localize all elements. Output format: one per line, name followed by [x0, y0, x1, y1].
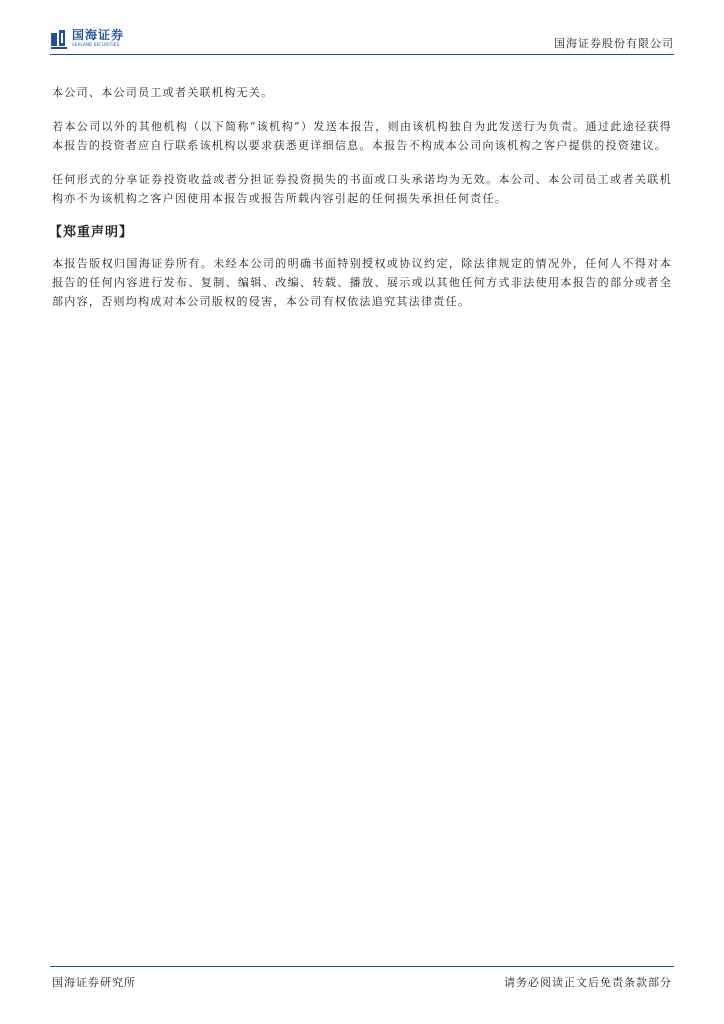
logo-subtitle: SEALAND SECURITIES [72, 42, 120, 47]
paragraph-4: 本报告版权归国海证券所有。未经本公司的明确书面特别授权或协议约定，除法律规定的情况外，任何人不得对本报告的任何内容进行发布、复制、编辑、改编、转载、播放、展示或以其他任何方式非法使用本报告的部分或者全部内容，否则均构成对本公司版权的侵害，本公司有权依法追究其法律责任。 [52, 257, 672, 308]
paragraph-1: 本公司、本公司员工或者关联机构无关。 [52, 86, 274, 99]
company-logo [50, 28, 124, 52]
section-heading: 【郑重声明】 [49, 225, 134, 240]
page-header [50, 28, 674, 55]
paragraph-2: 若本公司以外的其他机构（以下简称“该机构”）发送本报告，则由该机构独自为此发送行为负责。通过此途径获得本报告的投资者应自行联系该机构以要求获悉更详细信息。本报告不构成本公司向该机构之客户提供的投资建议。 [52, 120, 672, 152]
page-footer [50, 966, 674, 997]
document-body [49, 83, 672, 326]
logo-name: 国海证券 [72, 28, 125, 42]
footer-institute: 国海证券研究所 [52, 976, 136, 989]
footer-disclaimer-note: 请务必阅读正文后免责条款部分 [504, 976, 672, 989]
logo-icon [50, 29, 68, 49]
paragraph-3: 任何形式的分享证券投资收益或者分担证券投资损失的书面或口头承诺均为无效。本公司、本公司员工或者关联机构亦不为该机构之客户因使用本报告或报告所载内容引起的任何损失承担任何责任。 [52, 173, 672, 205]
company-name: 国海证券股份有限公司 [554, 37, 674, 50]
